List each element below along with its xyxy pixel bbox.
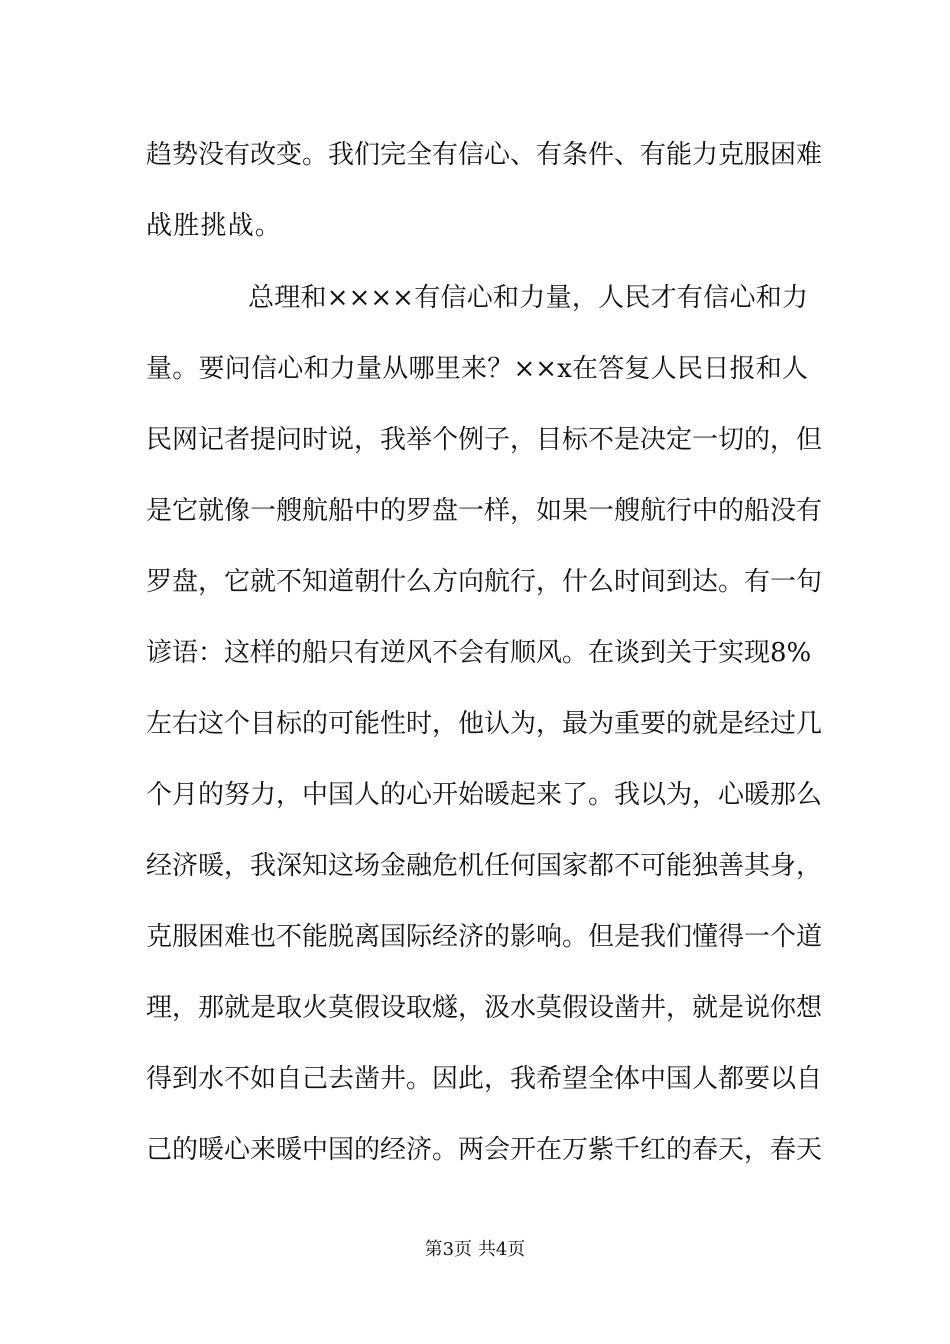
text-line: 己的暖心来暖中国的经济。两会开在万紫千红的春天，春天: [146, 1135, 823, 1165]
text-line: 克服困难也不能脱离国际经济的影响。但是我们懂得一个道: [146, 922, 823, 952]
text-line: 得到水不如自己去凿井。因此，我希望全体中国人都要以自: [146, 1064, 823, 1094]
text-line: 罗盘，它就不知道朝什么方向航行，什么时间到达。有一句: [146, 567, 823, 597]
text-line: 个月的努力，中国人的心开始暖起来了。我以为，心暖那么: [146, 780, 823, 810]
paragraph-start-line: 总理和××××有信心和力量，人民才有信心和力: [248, 283, 808, 313]
text-line: 左右这个目标的可能性时，他认为，最为重要的就是经过几: [146, 709, 823, 739]
text-line: 战胜挑战。: [146, 211, 283, 241]
page-number-footer: 第3页 共4页: [424, 1239, 526, 1260]
text-line: 民网记者提问时说，我举个例子，目标不是决定一切的，但: [146, 425, 823, 455]
text-line: 理，那就是取火莫假设取燧，汲水莫假设凿井，就是说你想: [146, 993, 823, 1023]
text-line: 量。要问信心和力量从哪里来？××x在答复人民日报和人: [146, 354, 808, 384]
text-line: 经济暖，我深知这场金融危机任何国家都不可能独善其身，: [146, 851, 823, 881]
text-line: 是它就像一艘航船中的罗盘一样，如果一艘航行中的船没有: [146, 496, 823, 526]
text-line: 谚语：这样的船只有逆风不会有顺风。在谈到关于实现8%: [146, 638, 812, 668]
text-line: 趋势没有改变。我们完全有信心、有条件、有能力克服困难: [146, 140, 823, 170]
